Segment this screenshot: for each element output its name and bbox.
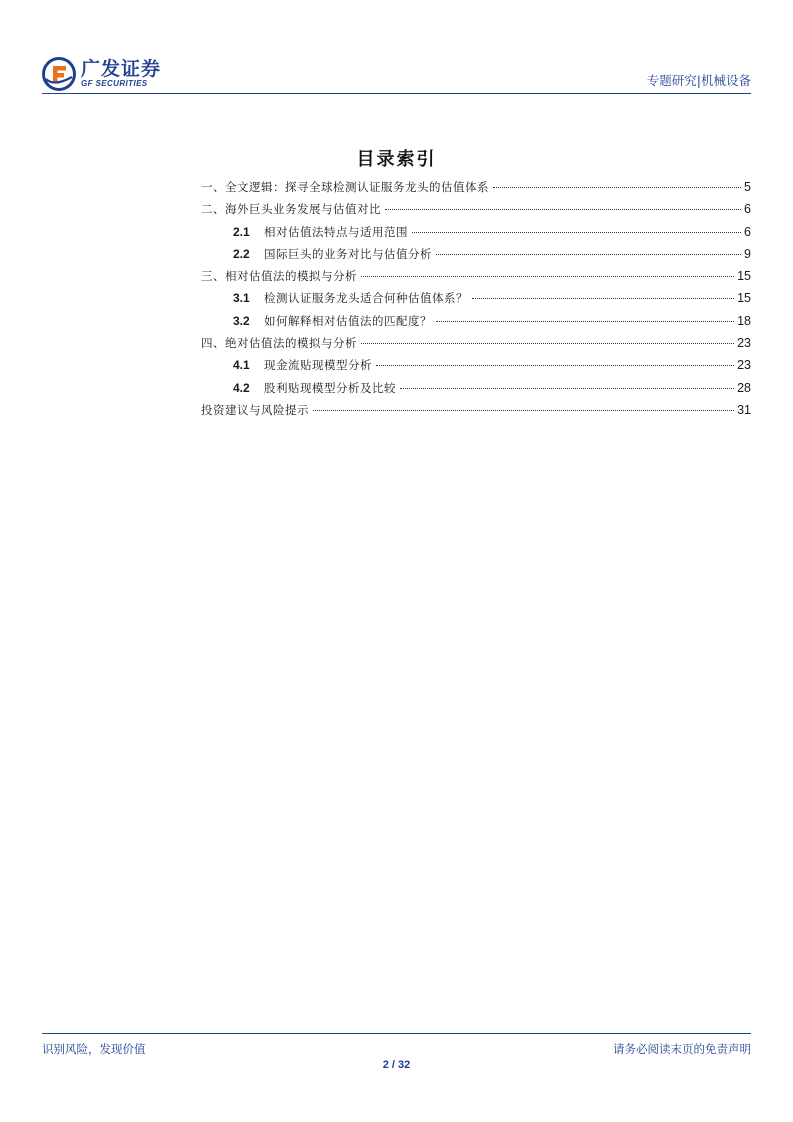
gf-logo-icon xyxy=(42,57,76,91)
toc-leader xyxy=(361,343,734,344)
toc-entry-label: 三、相对估值法的模拟与分析 xyxy=(201,269,357,284)
toc-entry-label: 投资建议与风险提示 xyxy=(201,402,309,417)
toc-leader xyxy=(436,254,741,255)
toc-entry-label: 检测认证服务龙头适合何种估值体系？ xyxy=(264,291,468,306)
toc-entry-page: 28 xyxy=(737,380,751,395)
toc-entry-page: 5 xyxy=(744,180,751,194)
footer-disclaimer-note: 请务必阅读末页的免责声明 xyxy=(613,1042,751,1056)
gf-logo xyxy=(42,56,161,92)
report-type: 专题研究|机械设备 xyxy=(646,73,751,88)
toc-entry-label: 如何解释相对估值法的匹配度？ xyxy=(264,313,432,328)
toc-subentry[interactable] xyxy=(201,357,751,379)
toc-subentry[interactable] xyxy=(201,313,751,335)
toc-leader xyxy=(472,298,734,299)
toc-leader xyxy=(493,187,741,188)
toc-subentry[interactable] xyxy=(201,380,751,402)
toc-entry-number: 4.1 xyxy=(233,358,250,373)
toc-entry-page: 31 xyxy=(737,402,751,417)
header-divider xyxy=(42,93,751,94)
toc-entry[interactable] xyxy=(201,402,751,424)
toc-entry-page: 9 xyxy=(744,246,751,261)
toc-leader xyxy=(313,410,734,411)
toc-entry-number: 2.2 xyxy=(233,246,250,261)
toc-entry-page: 23 xyxy=(737,358,751,373)
toc-entry-label: 四、绝对估值法的模拟与分析 xyxy=(201,336,357,351)
page-number: 2 / 32 xyxy=(382,1059,411,1071)
toc-leader xyxy=(361,276,734,277)
toc-subentry[interactable] xyxy=(201,290,751,312)
toc-entry-label: 二、海外巨头业务发展与估值对比 xyxy=(201,202,381,217)
toc-entry-page: 15 xyxy=(737,291,751,306)
footer-divider xyxy=(42,1033,751,1034)
toc-entry-label: 相对估值法特点与适用范围 xyxy=(264,224,408,239)
toc-entry[interactable] xyxy=(201,201,751,223)
toc-leader xyxy=(412,232,741,233)
toc-entry-number: 4.2 xyxy=(233,380,250,395)
toc-subentry[interactable] xyxy=(201,224,751,246)
toc-leader xyxy=(400,388,734,389)
toc-title: 目录索引 xyxy=(356,149,437,170)
toc-entry[interactable] xyxy=(201,179,751,201)
toc-entry-page: 6 xyxy=(744,224,751,239)
toc-entry-page: 18 xyxy=(737,313,751,328)
footer-slogan: 识别风险，发现价值 xyxy=(42,1042,146,1056)
logo-english-name: GF SECURITIES xyxy=(81,79,148,88)
toc-entry-label: 股利贴现模型分析及比较 xyxy=(264,380,396,395)
toc-entry-label: 现金流贴现模型分析 xyxy=(264,358,372,373)
toc-entry[interactable] xyxy=(201,335,751,357)
toc-entry-page: 15 xyxy=(737,269,751,284)
toc-entry-number: 2.1 xyxy=(233,224,250,239)
toc-leader xyxy=(385,209,741,210)
toc-leader xyxy=(436,321,734,322)
page-header xyxy=(42,52,751,94)
toc-entry-number: 3.2 xyxy=(233,313,250,328)
logo-chinese-name: 广发证券 xyxy=(81,58,162,80)
toc-entry-label: 一、全文逻辑：探寻全球检测认证服务龙头的估值体系 xyxy=(201,180,489,194)
toc-subentry[interactable] xyxy=(201,246,751,268)
toc-leader xyxy=(376,365,734,366)
toc-entry[interactable] xyxy=(201,268,751,290)
toc-entry-number: 3.1 xyxy=(233,291,250,306)
table-of-contents xyxy=(201,179,751,424)
toc-entry-label: 国际巨头的业务对比与估值分析 xyxy=(264,246,432,261)
toc-entry-page: 6 xyxy=(744,202,751,217)
toc-entry-page: 23 xyxy=(737,336,751,351)
